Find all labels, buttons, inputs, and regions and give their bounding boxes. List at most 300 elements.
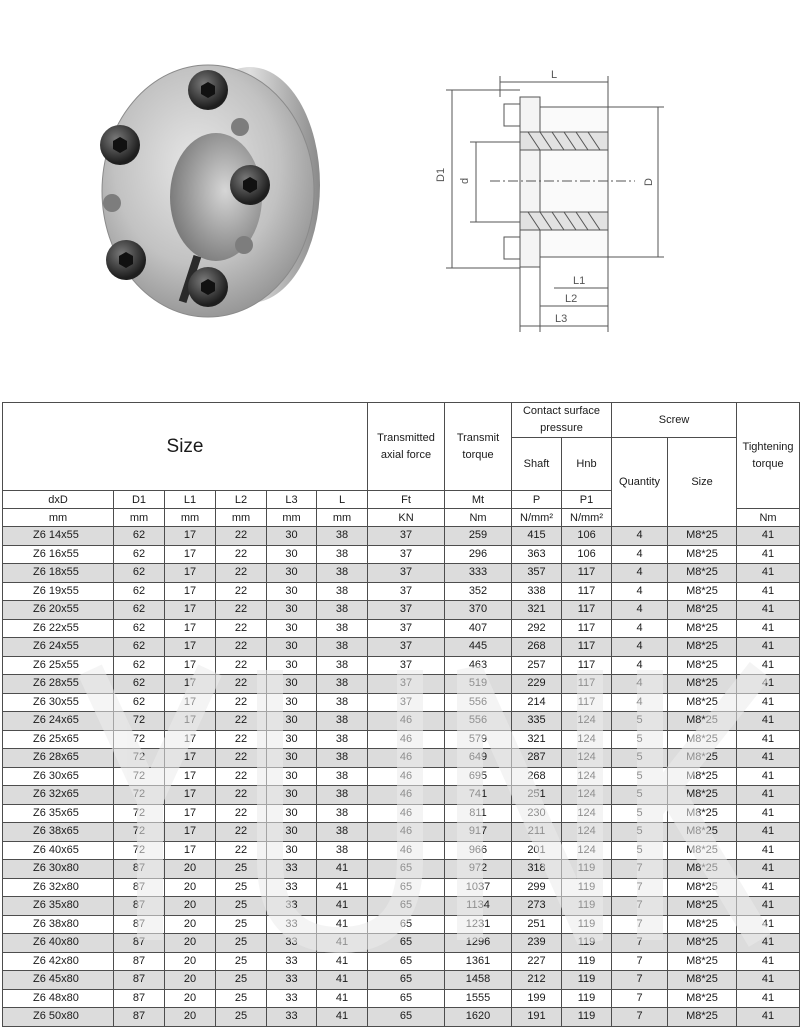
table-cell: 33	[267, 934, 317, 953]
table-cell: 37	[368, 564, 445, 583]
table-cell-model: Z6 24x65	[3, 712, 114, 731]
table-cell: 124	[562, 841, 612, 860]
table-row	[3, 786, 800, 805]
table-cell: 38	[317, 638, 368, 657]
table-row	[3, 823, 800, 842]
table-cell: 25	[216, 897, 267, 916]
table-cell: 22	[216, 749, 267, 768]
table-cell: 38	[317, 527, 368, 546]
table-cell: 22	[216, 730, 267, 749]
table-cell: 415	[512, 527, 562, 546]
table-cell: 4	[612, 675, 668, 694]
col-header-l: L	[317, 491, 368, 509]
table-cell-model: Z6 16x55	[3, 545, 114, 564]
table-cell: 41	[737, 952, 800, 971]
table-cell: 72	[114, 823, 165, 842]
table-cell: 41	[737, 712, 800, 731]
table-cell: M8*25	[668, 971, 737, 990]
table-cell: 124	[562, 767, 612, 786]
table-cell: M8*25	[668, 638, 737, 657]
table-cell: 7	[612, 952, 668, 971]
table-cell: 30	[267, 786, 317, 805]
table-cell: 4	[612, 601, 668, 620]
table-cell: 1620	[445, 1008, 512, 1027]
table-row	[3, 860, 800, 879]
table-cell: 230	[512, 804, 562, 823]
table-cell: 65	[368, 971, 445, 990]
table-cell: M8*25	[668, 878, 737, 897]
table-cell: 119	[562, 860, 612, 879]
drawing-label-L3: L3	[555, 313, 568, 325]
table-cell: 17	[165, 638, 216, 657]
table-cell: 41	[737, 860, 800, 879]
table-cell: 119	[562, 1008, 612, 1027]
table-cell: M8*25	[668, 712, 737, 731]
tightening-torque-header: Tightening torque	[737, 403, 800, 509]
table-row	[3, 656, 800, 675]
table-cell: 30	[267, 564, 317, 583]
table-cell: 25	[216, 915, 267, 934]
table-cell: 117	[562, 656, 612, 675]
table-row	[3, 841, 800, 860]
table-cell: 33	[267, 1008, 317, 1027]
drawing-label-L1: L1	[573, 275, 586, 287]
table-cell: 370	[445, 601, 512, 620]
table-cell: 25	[216, 952, 267, 971]
table-cell: M8*25	[668, 545, 737, 564]
table-cell: 25	[216, 934, 267, 953]
table-cell: 33	[267, 971, 317, 990]
table-cell: 211	[512, 823, 562, 842]
table-cell: 62	[114, 638, 165, 657]
table-cell: 87	[114, 878, 165, 897]
screw-header: Screw	[612, 403, 737, 438]
table-cell: 1231	[445, 915, 512, 934]
table-cell: M8*25	[668, 860, 737, 879]
table-cell: 22	[216, 767, 267, 786]
specification-table	[2, 402, 800, 1027]
table-cell: 17	[165, 601, 216, 620]
unit-l: mm	[317, 509, 368, 527]
table-cell: 287	[512, 749, 562, 768]
table-cell-model: Z6 40x80	[3, 934, 114, 953]
table-cell: 41	[317, 878, 368, 897]
table-cell: M8*25	[668, 675, 737, 694]
table-cell: 22	[216, 712, 267, 731]
table-cell-model: Z6 42x80	[3, 952, 114, 971]
table-cell: 463	[445, 656, 512, 675]
table-cell: 257	[512, 656, 562, 675]
unit-l3: mm	[267, 509, 317, 527]
table-cell: 273	[512, 897, 562, 916]
table-cell: 22	[216, 545, 267, 564]
table-cell: 7	[612, 1008, 668, 1027]
drawing-label-L: L	[551, 69, 558, 81]
table-cell-model: Z6 25x65	[3, 730, 114, 749]
table-cell: 4	[612, 582, 668, 601]
table-cell: 5	[612, 767, 668, 786]
table-cell: 22	[216, 601, 267, 620]
table-cell: 1555	[445, 989, 512, 1008]
table-cell: 87	[114, 1008, 165, 1027]
table-cell-model: Z6 30x65	[3, 767, 114, 786]
table-cell: 106	[562, 545, 612, 564]
table-cell: 17	[165, 545, 216, 564]
table-cell: 41	[737, 915, 800, 934]
table-row	[3, 564, 800, 583]
table-cell: 119	[562, 897, 612, 916]
table-cell: 37	[368, 527, 445, 546]
table-cell: 117	[562, 638, 612, 657]
table-cell: 318	[512, 860, 562, 879]
table-cell: 22	[216, 527, 267, 546]
table-cell: 268	[512, 767, 562, 786]
table-cell: M8*25	[668, 823, 737, 842]
table-cell: 17	[165, 786, 216, 805]
table-cell: M8*25	[668, 527, 737, 546]
unit-l1: mm	[165, 509, 216, 527]
table-cell: 30	[267, 619, 317, 638]
table-cell: 72	[114, 804, 165, 823]
table-cell: 38	[317, 601, 368, 620]
table-cell: 30	[267, 712, 317, 731]
table-cell: 117	[562, 675, 612, 694]
table-cell-model: Z6 30x55	[3, 693, 114, 712]
table-cell: 37	[368, 582, 445, 601]
table-row	[3, 730, 800, 749]
table-row	[3, 952, 800, 971]
table-cell: 25	[216, 989, 267, 1008]
table-cell: 38	[317, 786, 368, 805]
table-cell: 30	[267, 804, 317, 823]
table-cell: 119	[562, 989, 612, 1008]
table-cell-model: Z6 24x55	[3, 638, 114, 657]
table-cell: 72	[114, 767, 165, 786]
table-row	[3, 804, 800, 823]
table-cell: 22	[216, 564, 267, 583]
table-cell: 7	[612, 860, 668, 879]
table-cell: 38	[317, 823, 368, 842]
table-cell: 519	[445, 675, 512, 694]
table-cell: 41	[737, 971, 800, 990]
table-cell: 4	[612, 656, 668, 675]
table-cell: 30	[267, 749, 317, 768]
table-cell: 46	[368, 823, 445, 842]
table-cell: 37	[368, 545, 445, 564]
table-cell-model: Z6 28x55	[3, 675, 114, 694]
table-cell: 4	[612, 545, 668, 564]
table-cell: 22	[216, 823, 267, 842]
table-cell: 20	[165, 1008, 216, 1027]
table-cell-model: Z6 38x80	[3, 915, 114, 934]
table-cell: 46	[368, 730, 445, 749]
table-cell: 227	[512, 952, 562, 971]
table-cell: 30	[267, 841, 317, 860]
table-cell: 41	[737, 564, 800, 583]
table-cell: 87	[114, 897, 165, 916]
table-cell: 4	[612, 638, 668, 657]
table-cell: 22	[216, 638, 267, 657]
table-cell: 30	[267, 675, 317, 694]
table-cell: 239	[512, 934, 562, 953]
table-cell: 5	[612, 804, 668, 823]
table-cell: 20	[165, 952, 216, 971]
table-cell: 119	[562, 878, 612, 897]
col-header-d1: D1	[114, 491, 165, 509]
table-cell: 22	[216, 786, 267, 805]
table-cell: 41	[737, 749, 800, 768]
locking-assembly-photo	[90, 55, 335, 325]
table-cell: 124	[562, 730, 612, 749]
table-cell: 124	[562, 786, 612, 805]
table-cell: 22	[216, 693, 267, 712]
table-cell: 20	[165, 971, 216, 990]
table-row	[3, 712, 800, 731]
table-cell: 579	[445, 730, 512, 749]
table-cell: 966	[445, 841, 512, 860]
table-cell: 87	[114, 952, 165, 971]
table-cell: 259	[445, 527, 512, 546]
table-cell: 30	[267, 730, 317, 749]
table-cell: 30	[267, 582, 317, 601]
unit-mt: Nm	[445, 509, 512, 527]
table-cell: 7	[612, 934, 668, 953]
table-cell: 22	[216, 619, 267, 638]
table-cell: 445	[445, 638, 512, 657]
table-cell: 87	[114, 860, 165, 879]
table-cell: 41	[737, 527, 800, 546]
table-cell: 46	[368, 749, 445, 768]
table-cell: 33	[267, 915, 317, 934]
table-cell: 62	[114, 693, 165, 712]
table-cell: 41	[737, 730, 800, 749]
table-cell: 30	[267, 823, 317, 842]
table-cell: 37	[368, 619, 445, 638]
table-cell: 649	[445, 749, 512, 768]
table-cell: 38	[317, 767, 368, 786]
table-cell: 17	[165, 730, 216, 749]
table-cell: 41	[317, 934, 368, 953]
table-cell: 38	[317, 712, 368, 731]
table-cell: M8*25	[668, 601, 737, 620]
table-cell: 4	[612, 693, 668, 712]
axial-force-header: Transmitted axial force	[368, 403, 445, 491]
table-cell: 41	[737, 693, 800, 712]
table-cell: 17	[165, 675, 216, 694]
table-cell: M8*25	[668, 897, 737, 916]
table-cell: 119	[562, 952, 612, 971]
table-cell-model: Z6 35x65	[3, 804, 114, 823]
table-cell: 38	[317, 675, 368, 694]
table-cell: 811	[445, 804, 512, 823]
table-cell: 41	[737, 545, 800, 564]
col-header-l1: L1	[165, 491, 216, 509]
table-cell: 556	[445, 712, 512, 731]
table-cell: 87	[114, 934, 165, 953]
unit-p1: N/mm²	[562, 509, 612, 527]
table-cell: 17	[165, 841, 216, 860]
table-cell: M8*25	[668, 989, 737, 1008]
table-cell: 268	[512, 638, 562, 657]
table-cell: 41	[737, 767, 800, 786]
table-cell: 65	[368, 1008, 445, 1027]
table-cell: 17	[165, 823, 216, 842]
table-cell: 62	[114, 619, 165, 638]
table-cell: 38	[317, 804, 368, 823]
table-cell: 5	[612, 730, 668, 749]
table-cell-model: Z6 32x65	[3, 786, 114, 805]
table-cell: 17	[165, 749, 216, 768]
table-cell: 695	[445, 767, 512, 786]
table-cell: 25	[216, 860, 267, 879]
table-cell: 117	[562, 601, 612, 620]
table-cell: 22	[216, 656, 267, 675]
table-cell: M8*25	[668, 619, 737, 638]
table-cell: 41	[317, 989, 368, 1008]
table-cell: M8*25	[668, 804, 737, 823]
table-cell: 22	[216, 675, 267, 694]
table-cell: M8*25	[668, 693, 737, 712]
table-cell: 7	[612, 915, 668, 934]
table-cell: 33	[267, 860, 317, 879]
table-cell: 338	[512, 582, 562, 601]
table-cell: 972	[445, 860, 512, 879]
table-cell: 87	[114, 971, 165, 990]
table-cell: 1361	[445, 952, 512, 971]
col-header-mt: Mt	[445, 491, 512, 509]
table-cell: 20	[165, 878, 216, 897]
table-row	[3, 971, 800, 990]
drawing-label-d: d	[459, 177, 471, 184]
table-cell: 1458	[445, 971, 512, 990]
table-cell: 38	[317, 841, 368, 860]
contact-pressure-header: Contact surface pressure	[512, 403, 612, 438]
table-cell: 33	[267, 989, 317, 1008]
table-cell: 62	[114, 601, 165, 620]
table-cell: 41	[317, 897, 368, 916]
table-cell-model: Z6 40x65	[3, 841, 114, 860]
table-cell-model: Z6 28x65	[3, 749, 114, 768]
table-row	[3, 878, 800, 897]
table-cell: 1037	[445, 878, 512, 897]
table-cell: 87	[114, 989, 165, 1008]
table-cell: 62	[114, 527, 165, 546]
table-cell: 212	[512, 971, 562, 990]
table-cell: 38	[317, 656, 368, 675]
table-cell: 7	[612, 878, 668, 897]
table-cell: 41	[737, 934, 800, 953]
table-cell: 41	[737, 1008, 800, 1027]
screw-size-header: Size	[668, 438, 737, 527]
table-cell-model: Z6 25x55	[3, 656, 114, 675]
unit-d1: mm	[114, 509, 165, 527]
table-cell: 33	[267, 952, 317, 971]
table-cell: 4	[612, 564, 668, 583]
product-header-area	[0, 0, 800, 400]
table-row	[3, 675, 800, 694]
table-cell: 37	[368, 638, 445, 657]
table-row	[3, 619, 800, 638]
table-cell: 17	[165, 693, 216, 712]
table-cell: 17	[165, 712, 216, 731]
table-cell: 20	[165, 915, 216, 934]
table-cell: M8*25	[668, 730, 737, 749]
col-header-l2: L2	[216, 491, 267, 509]
size-header: Size	[3, 403, 368, 491]
table-cell: 214	[512, 693, 562, 712]
table-cell: 65	[368, 934, 445, 953]
table-cell: 65	[368, 989, 445, 1008]
table-cell: 72	[114, 786, 165, 805]
table-cell-model: Z6 50x80	[3, 1008, 114, 1027]
table-cell: 46	[368, 841, 445, 860]
drawing-label-L2: L2	[565, 293, 578, 305]
table-cell: 22	[216, 804, 267, 823]
table-cell: 65	[368, 878, 445, 897]
table-row	[3, 1008, 800, 1027]
table-cell: 46	[368, 786, 445, 805]
unit-ft: KN	[368, 509, 445, 527]
table-cell-model: Z6 35x80	[3, 897, 114, 916]
table-cell: 38	[317, 749, 368, 768]
table-cell: 363	[512, 545, 562, 564]
table-row	[3, 767, 800, 786]
cross-section-drawing	[430, 62, 680, 342]
table-cell: 30	[267, 693, 317, 712]
table-cell: 62	[114, 545, 165, 564]
table-cell: 251	[512, 786, 562, 805]
table-cell: M8*25	[668, 656, 737, 675]
table-cell: 30	[267, 601, 317, 620]
table-cell: M8*25	[668, 841, 737, 860]
table-cell: 33	[267, 878, 317, 897]
table-body	[3, 527, 800, 1027]
table-cell: 41	[317, 1008, 368, 1027]
table-cell: M8*25	[668, 934, 737, 953]
table-cell: 333	[445, 564, 512, 583]
table-row	[3, 934, 800, 953]
table-cell: 117	[562, 693, 612, 712]
table-cell: 41	[737, 878, 800, 897]
table-cell-model: Z6 22x55	[3, 619, 114, 638]
table-cell: 30	[267, 545, 317, 564]
table-cell: 87	[114, 915, 165, 934]
table-cell: 117	[562, 564, 612, 583]
table-cell: 7	[612, 971, 668, 990]
table-cell-model: Z6 18x55	[3, 564, 114, 583]
table-cell: 299	[512, 878, 562, 897]
table-cell: 41	[737, 638, 800, 657]
table-row	[3, 897, 800, 916]
table-row	[3, 989, 800, 1008]
table-cell: M8*25	[668, 786, 737, 805]
table-cell: 17	[165, 582, 216, 601]
table-cell: 41	[737, 897, 800, 916]
table-cell: 335	[512, 712, 562, 731]
table-cell: 17	[165, 767, 216, 786]
table-cell: 37	[368, 693, 445, 712]
table-cell: 25	[216, 971, 267, 990]
table-cell-model: Z6 48x80	[3, 989, 114, 1008]
table-cell: 1296	[445, 934, 512, 953]
table-cell: 119	[562, 934, 612, 953]
table-cell: M8*25	[668, 915, 737, 934]
table-cell: 46	[368, 767, 445, 786]
table-cell: 65	[368, 860, 445, 879]
drawing-label-D: D	[643, 178, 655, 186]
table-cell: 124	[562, 712, 612, 731]
table-cell: 41	[737, 675, 800, 694]
